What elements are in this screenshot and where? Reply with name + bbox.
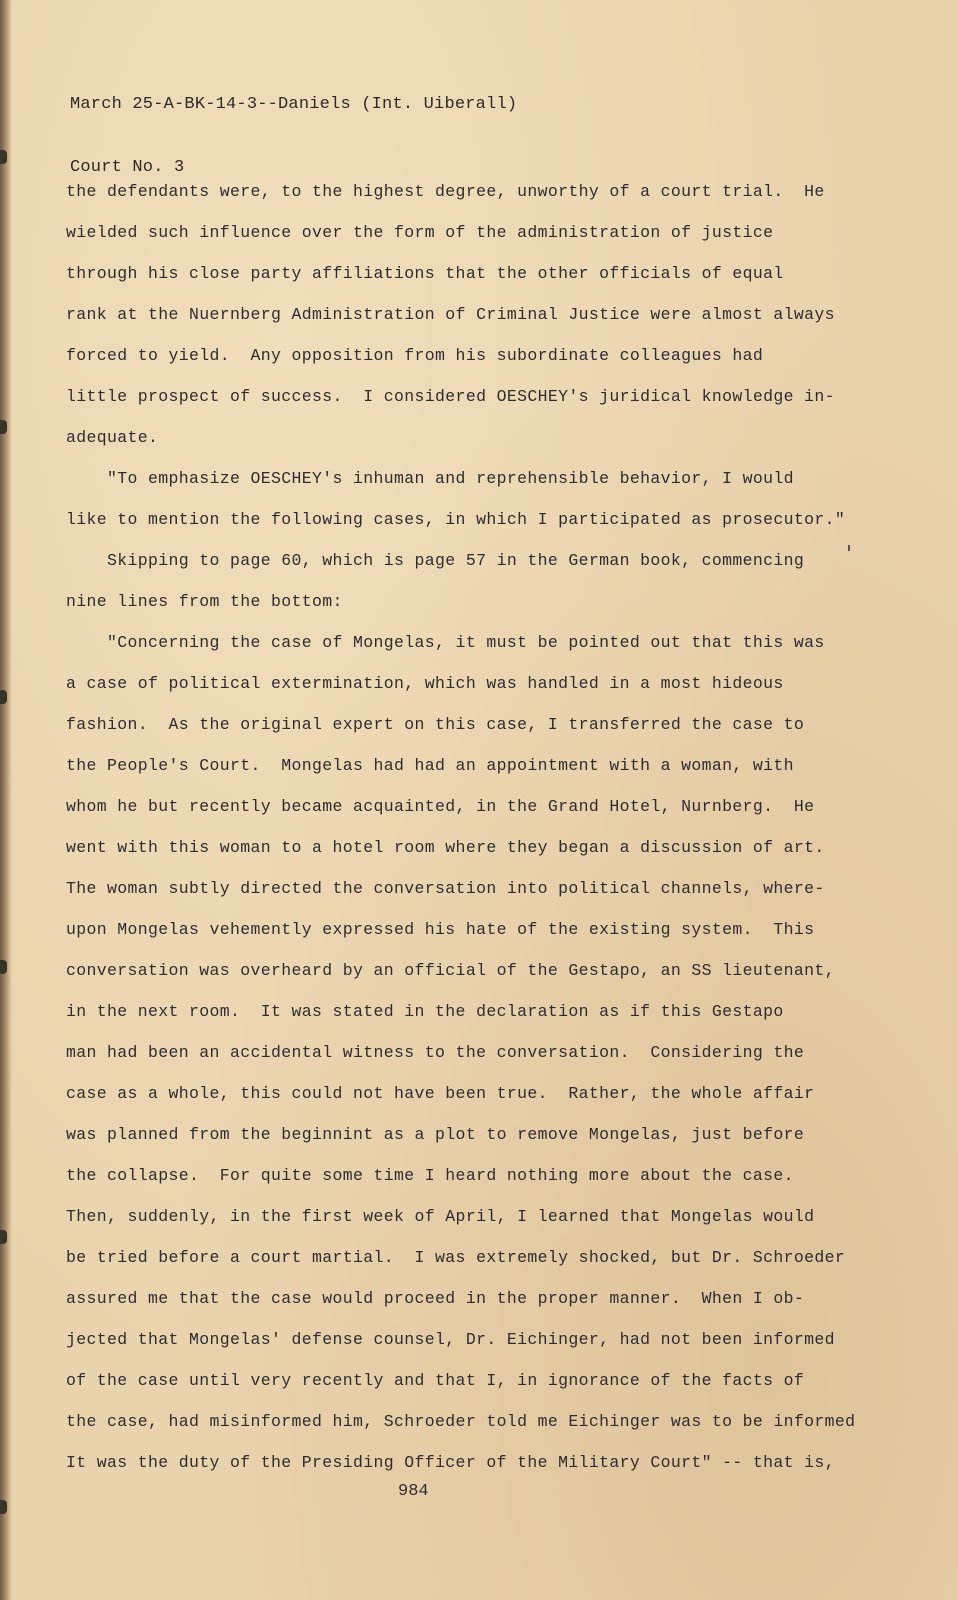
transcript-line: like to mention the following cases, in which I participated as prosecutor." bbox=[66, 510, 846, 529]
transcript-line: rank at the Nuernberg Administration of Criminal Justice were almost always bbox=[66, 305, 835, 324]
transcript-line: "Concerning the case of Mongelas, it must be pointed out that this was bbox=[66, 633, 825, 652]
transcript-line: was planned from the beginnint as a plot to remove Mongelas, just before bbox=[66, 1125, 805, 1144]
transcript-line: a case of political extermination, which was handled in a most hideous bbox=[66, 674, 784, 693]
transcript-line: assured me that the case would proceed in the proper manner. When I ob- bbox=[66, 1289, 805, 1308]
transcript-line: upon Mongelas vehemently expressed his hate of the existing system. This bbox=[66, 920, 815, 939]
header-session-line: March 25-A-BK-14-3--Daniels (Int. Uiberall) bbox=[70, 95, 518, 114]
transcript-line: be tried before a court martial. I was extremely shocked, but Dr. Schroeder bbox=[66, 1248, 846, 1267]
transcript-line: the collapse. For quite some time I heard nothing more about the case. bbox=[66, 1166, 794, 1185]
transcript-line: nine lines from the bottom: bbox=[66, 592, 343, 611]
transcript-line: the defendants were, to the highest degree, unworthy of a court trial. He bbox=[66, 182, 825, 201]
transcript-line: through his close party affiliations that the other officials of equal bbox=[66, 264, 784, 283]
transcript-line: case as a whole, this could not have been true. Rather, the whole affair bbox=[66, 1084, 815, 1103]
transcript-line: It was the duty of the Presiding Officer of the Military Court" -- that is, bbox=[66, 1453, 835, 1472]
header-court-line: Court No. 3 bbox=[70, 158, 185, 177]
transcript-line: wielded such influence over the form of the administration of justice bbox=[66, 223, 774, 242]
transcript-line: conversation was overheard by an official of the Gestapo, an SS lieutenant, bbox=[66, 961, 835, 980]
transcript-line: in the next room. It was stated in the declaration as if this Gestapo bbox=[66, 1002, 784, 1021]
transcript-line: forced to yield. Any opposition from his subordinate colleagues had bbox=[66, 346, 764, 365]
transcript-line: adequate. bbox=[66, 428, 159, 447]
transcript-line: of the case until very recently and that I, in ignorance of the facts of bbox=[66, 1371, 805, 1390]
transcript-line: the People's Court. Mongelas had had an appointment with a woman, with bbox=[66, 756, 794, 775]
transcript-line: little prospect of success. I considered OESCHEY's juridical knowledge in- bbox=[66, 387, 835, 406]
transcript-line: man had been an accidental witness to the conversation. Considering the bbox=[66, 1043, 805, 1062]
transcript-line: Then, suddenly, in the first week of April, I learned that Mongelas would bbox=[66, 1207, 815, 1226]
transcript-line: jected that Mongelas' defense counsel, Dr. Eichinger, had not been informed bbox=[66, 1330, 835, 1349]
transcript-line: Skipping to page 60, which is page 57 in the German book, commencing bbox=[66, 551, 805, 570]
stray-ink-mark bbox=[848, 545, 850, 551]
transcript-line: fashion. As the original expert on this case, I transferred the case to bbox=[66, 715, 805, 734]
transcript-line: whom he but recently became acquainted, in the Grand Hotel, Nurnberg. He bbox=[66, 797, 815, 816]
transcript-line: the case, had misinformed him, Schroeder told me Eichinger was to be informed bbox=[66, 1412, 856, 1431]
transcript-line: The woman subtly directed the conversation into political channels, where- bbox=[66, 879, 825, 898]
transcript-line: "To emphasize OESCHEY's inhuman and reprehensible behavior, I would bbox=[66, 469, 794, 488]
transcript-line: went with this woman to a hotel room where they began a discussion of art. bbox=[66, 838, 825, 857]
page-number: 984 bbox=[398, 1482, 429, 1501]
